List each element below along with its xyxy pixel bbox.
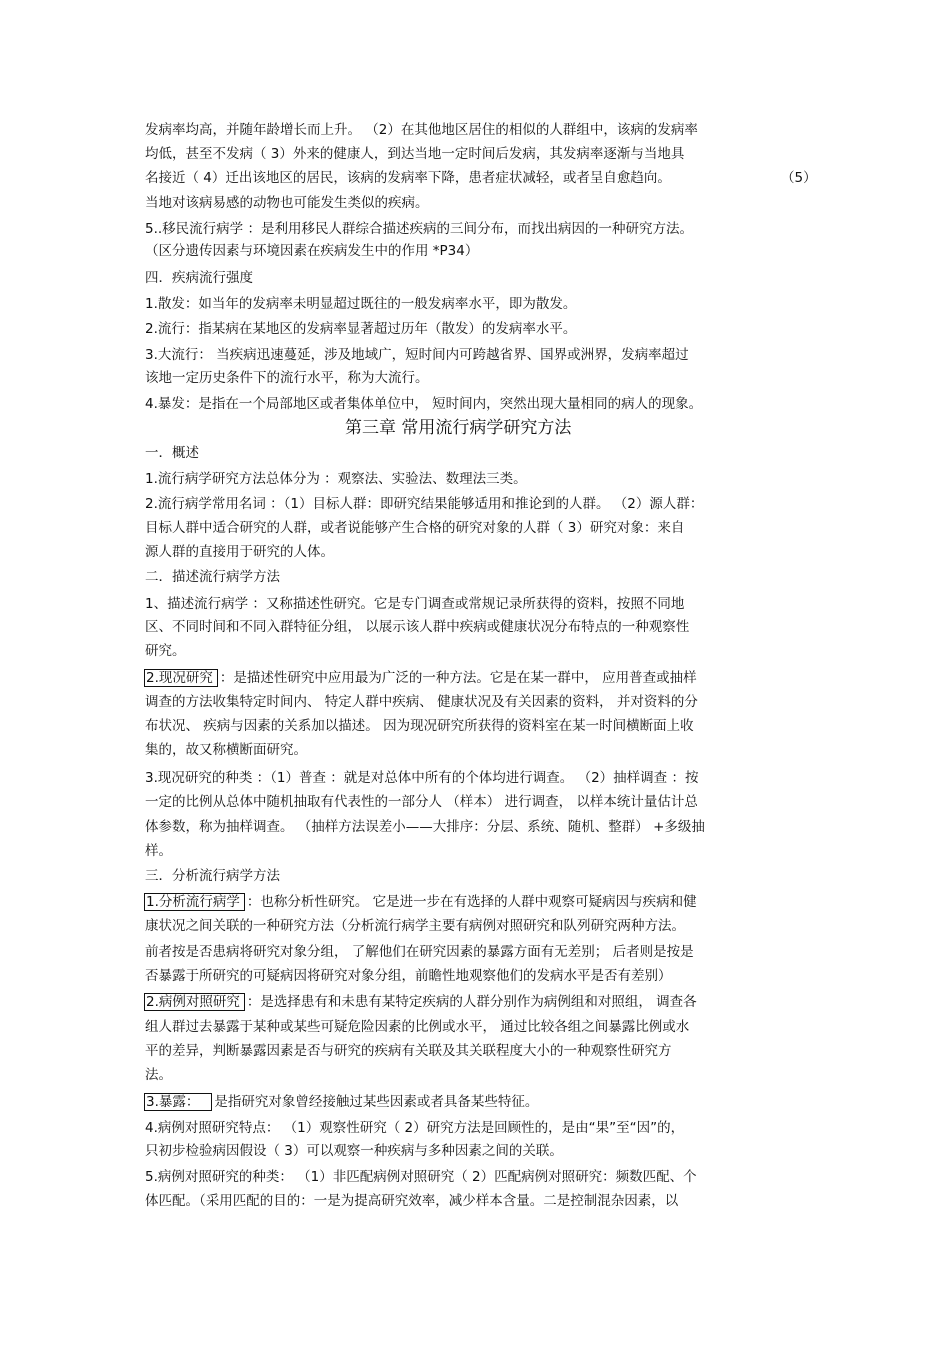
term-definition: ：是描述性研究中应用最为广泛的一种方法。它是在某一群中， 应用普查或抽样 xyxy=(219,670,697,686)
text-line: 体参数，称为抽样调查。 （抽样方法误差小——大排序：分层、系统、随机、整群） +多级抽 xyxy=(145,819,705,835)
text-line: 调查的方法收集特定时间内、 特定人群中疾病、 健康状况及有关因素的资料， 并对资料的分 xyxy=(145,694,698,710)
text-line: 平的差异，判断暴露因素是否与研究的疾病有关联及其关联程度大小的一种观察性研究方 xyxy=(145,1043,672,1059)
text-line: 2.流行：指某病在某地区的发病率显著超过历年（散发）的发病率水平。 xyxy=(145,321,577,337)
text-line: 1.流行病学研究方法总体分为 ：观察法、实验法、数理法三类。 xyxy=(145,471,527,487)
text-line: 3.大流行： 当疾病迅速蔓延，涉及地域广，短时间内可跨越省界、国界或洲界，发病率超过 xyxy=(145,347,689,363)
text-line: 目标人群中适合研究的人群，或者说能够产生合格的研究对象的人群（ 3）研究对象：来自 xyxy=(145,520,685,536)
text-line xyxy=(144,892,697,912)
text-line: 当地对该病易感的动物也可能发生类似的疾病。 xyxy=(145,195,429,211)
text-line: 发病率均高，并随年龄增长而上升。 （2）在其他地区居住的相似的人群组中，该病的发病率 xyxy=(145,122,698,138)
text-line xyxy=(144,668,697,688)
text-line: 源人群的直接用于研究的人体。 xyxy=(145,544,334,560)
term-definition: 是指研究对象曾经接触过某些因素或者具备某些特征。 xyxy=(214,1094,539,1110)
text-line: 2.流行病学常用名词 ：（1）目标人群：即研究结果能够适用和推论到的人群。 （2）源人群： xyxy=(145,496,704,512)
text-line: 只初步检验病因假设（ 3）可以观察一种疾病与多种因素之间的关联。 xyxy=(145,1143,563,1159)
text-line: 一定的比例从总体中随机抽取有代表性的一部分人 （样本） 进行调查， 以样本统计量估计总 xyxy=(145,794,698,810)
section-heading: 二．描述流行病学方法 xyxy=(145,569,280,585)
text-line xyxy=(144,992,697,1012)
text-line xyxy=(144,1092,538,1112)
term-definition: ：是选择患有和未患有某特定疾病的人群分别作为病例组和对照组， 调查各 xyxy=(246,994,697,1010)
text-line: 否暴露于所研究的可疑病因将研究对象分组，前瞻性地观察他们的发病水平是否有差别） xyxy=(145,968,672,984)
text-line: 均低，甚至不发病（ 3）外来的健康人，到达当地一定时间后发病，其发病率逐渐与当地具 xyxy=(145,146,685,162)
text-line: 布状况、 疾病与因素的关系加以描述。 因为现况研究所获得的资料室在某一时间横断面上收 xyxy=(145,718,694,734)
text-line: 1、描述流行病学 ：又称描述性研究。它是专门调查或常规记录所获得的资料，按照不同地 xyxy=(145,596,685,612)
section-heading: 四．疾病流行强度 xyxy=(145,270,253,286)
term-box: 2.病例对照研究 xyxy=(144,993,245,1011)
text-line: 研究。 xyxy=(145,643,186,659)
text-line: 样。 xyxy=(145,843,172,859)
text-line: 1.散发：如当年的发病率未明显超过既往的一般发病率水平，即为散发。 xyxy=(145,296,577,312)
chapter-title: 第三章 常用流行病学研究方法 xyxy=(345,418,572,438)
text-line: 4.病例对照研究特点： （1）观察性研究（ 2）研究方法是回顾性的，是由“果”至“因”的， xyxy=(145,1120,685,1136)
term-box: 2.现况研究 xyxy=(144,669,218,687)
text-line: 区、不同时间和不同入群特征分组， 以展示该人群中疾病或健康状况分布特点的一种观察性 xyxy=(145,619,690,635)
text-line: 法。 xyxy=(145,1067,172,1083)
text-line: 康状况之间关联的一种研究方法（分析流行病学主要有病例对照研究和队列研究两种方法。 xyxy=(145,918,685,934)
text-line: 5..移民流行病学 ：是利用移民人群综合描述疾病的三间分布，而找出病因的一种研究方法。 xyxy=(145,221,693,237)
text-line: 体匹配。（采用匹配的目的：一是为提高研究效率，减少样本含量。二是控制混杂因素，以 xyxy=(145,1193,679,1209)
term-definition: ：也称分析性研究。 它是进一步在有选择的人群中观察可疑病因与疾病和健 xyxy=(246,894,697,910)
section-heading: 三．分析流行病学方法 xyxy=(145,868,280,884)
text-line: 组人群过去暴露于某种或某些可疑危险因素的比例或水平， 通过比较各组之间暴露比例或水 xyxy=(145,1019,690,1035)
text-line: （5） xyxy=(781,170,817,186)
text-line: 5.病例对照研究的种类： （1）非匹配病例对照研究（ 2）匹配病例对照研究：频数匹配、个 xyxy=(145,1169,697,1185)
text-line: （区分遗传因素与环境因素在疾病发生中的作用 *P34） xyxy=(145,243,479,259)
section-heading: 一．概述 xyxy=(145,445,199,461)
text-line: 集的，故又称横断面研究。 xyxy=(145,742,307,758)
text-line: 该地一定历史条件下的流行水平，称为大流行。 xyxy=(145,370,429,386)
text-line: 3.现况研究的种类 ：（1）普查 ：就是对总体中所有的个体均进行调查。 （2）抽样调查 ：按 xyxy=(145,770,699,786)
text-line: 前者按是否患病将研究对象分组， 了解他们在研究因素的暴露方面有无差别； 后者则是按是 xyxy=(145,944,694,960)
term-box: 1.分析流行病学 xyxy=(144,893,245,911)
text-line: 名接近（ 4）迁出该地区的居民，该病的发病率下降，患者症状减轻，或者呈自愈趋向。 xyxy=(145,170,671,186)
text-line: 4.暴发：是指在一个局部地区或者集体单位中， 短时间内，突然出现大量相同的病人的现象。 xyxy=(145,396,703,412)
term-box: 3.暴露： xyxy=(144,1093,212,1111)
